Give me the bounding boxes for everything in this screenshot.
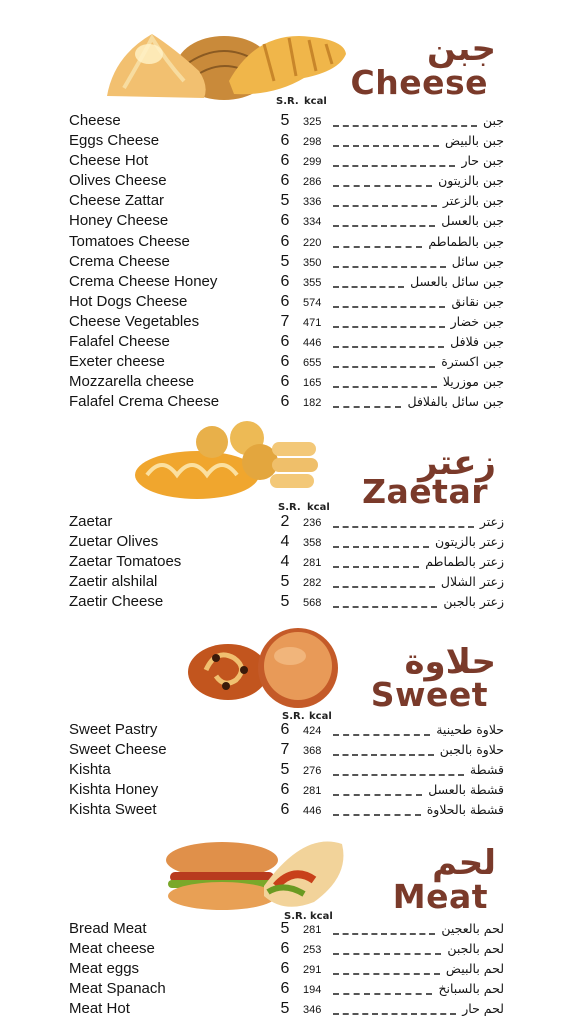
menu-item-row bbox=[44, 273, 532, 293]
dotted-leader bbox=[333, 734, 430, 736]
item-price: 5 bbox=[280, 1000, 290, 1018]
item-price: 6 bbox=[280, 212, 290, 230]
item-price: 5 bbox=[280, 252, 290, 270]
item-name-english: Zaetir alshilal bbox=[69, 573, 158, 591]
item-price: 6 bbox=[280, 232, 290, 250]
dotted-leader bbox=[333, 933, 435, 935]
menu-item-row bbox=[44, 172, 532, 192]
item-price: 6 bbox=[280, 393, 290, 411]
dotted-leader bbox=[333, 566, 419, 568]
item-price: 6 bbox=[280, 721, 290, 738]
sweet-pastries-illustration bbox=[186, 628, 351, 710]
menu-item-row bbox=[44, 960, 532, 980]
item-price: 6 bbox=[280, 960, 290, 978]
menu-item-row bbox=[44, 980, 532, 1000]
dotted-leader bbox=[333, 953, 441, 955]
item-price: 5 bbox=[280, 112, 290, 129]
item-calories: 253 bbox=[303, 944, 322, 957]
section-title-english: Cheese bbox=[350, 63, 488, 102]
item-name-arabic: جبن سائل بالعسل bbox=[410, 273, 504, 289]
item-calories: 220 bbox=[303, 236, 322, 249]
menu-item-row bbox=[44, 761, 532, 781]
item-name-english: Tomatoes Cheese bbox=[69, 232, 190, 250]
item-calories: 182 bbox=[303, 397, 322, 410]
menu-item-row bbox=[44, 573, 532, 593]
menu-page bbox=[44, 0, 532, 1024]
item-name-arabic: جبن سائل بالفلافل bbox=[407, 394, 504, 410]
dotted-leader bbox=[333, 973, 440, 975]
item-price: 5 bbox=[280, 192, 290, 210]
item-calories: 281 bbox=[303, 924, 322, 936]
item-price: 4 bbox=[280, 533, 290, 551]
item-price: 5 bbox=[280, 593, 290, 611]
menu-item-row bbox=[44, 293, 532, 313]
item-price: 5 bbox=[280, 920, 290, 937]
zaetar-pastries-illustration bbox=[132, 420, 320, 502]
section-title-arabic: حلاوة bbox=[404, 642, 496, 682]
item-price: 6 bbox=[280, 353, 290, 371]
item-calories: 350 bbox=[303, 256, 322, 269]
zaetar-item-list bbox=[44, 513, 532, 613]
kcal-column-header: kcal bbox=[304, 96, 327, 107]
item-calories: 276 bbox=[303, 765, 322, 778]
item-name-english: Zaetar Tomatoes bbox=[69, 553, 182, 571]
item-calories: 574 bbox=[303, 296, 322, 309]
item-price: 6 bbox=[280, 132, 290, 150]
item-name-english: Cheese Vegetables bbox=[69, 312, 200, 330]
item-name-arabic: لحم حار bbox=[462, 1001, 504, 1017]
dotted-leader bbox=[333, 586, 435, 588]
item-name-english: Exeter cheese bbox=[69, 353, 165, 371]
item-calories: 368 bbox=[303, 745, 322, 758]
item-calories: 282 bbox=[303, 577, 322, 590]
item-calories: 291 bbox=[303, 964, 322, 977]
item-price: 6 bbox=[280, 781, 290, 799]
item-name-english: Olives Cheese bbox=[69, 172, 167, 190]
menu-item-row bbox=[44, 940, 532, 960]
price-column-header: S.R. bbox=[284, 911, 307, 922]
item-name-arabic: قشطة بالحلاوة bbox=[426, 802, 504, 818]
menu-item-row bbox=[44, 1000, 532, 1020]
item-price: 4 bbox=[280, 553, 290, 571]
item-calories: 281 bbox=[303, 557, 322, 570]
item-calories: 194 bbox=[303, 984, 322, 997]
dotted-leader bbox=[333, 246, 422, 248]
dotted-leader bbox=[333, 266, 446, 268]
menu-item-row bbox=[44, 741, 532, 761]
item-name-english: Kishta Honey bbox=[69, 781, 159, 799]
section-title-arabic: لحم bbox=[432, 843, 496, 883]
item-name-english: Falafel Crema Cheese bbox=[69, 393, 220, 411]
item-name-arabic: جبن بالزعتر bbox=[442, 193, 504, 209]
item-name-arabic: جبن نقانق bbox=[451, 293, 504, 309]
item-price: 6 bbox=[280, 801, 290, 819]
item-name-arabic: جبن بالزيتون bbox=[438, 173, 504, 189]
menu-item-row bbox=[44, 393, 532, 413]
menu-item-row bbox=[44, 533, 532, 553]
item-price: 6 bbox=[280, 373, 290, 391]
dotted-leader bbox=[333, 346, 444, 348]
item-name-english: Bread Meat bbox=[69, 920, 147, 937]
item-calories: 655 bbox=[303, 357, 322, 370]
dotted-leader bbox=[333, 165, 455, 167]
menu-item-row bbox=[44, 212, 532, 232]
item-calories: 424 bbox=[303, 725, 322, 737]
item-name-english: Sweet Pastry bbox=[69, 721, 158, 738]
item-name-arabic: لحم بالسبانخ bbox=[438, 981, 504, 997]
menu-item-row bbox=[44, 333, 532, 353]
price-column-header: S.R. bbox=[282, 711, 305, 722]
item-calories: 346 bbox=[303, 1004, 322, 1017]
menu-item-row bbox=[44, 920, 532, 940]
item-name-english: Kishta bbox=[69, 761, 111, 779]
item-calories: 446 bbox=[303, 805, 322, 818]
item-name-arabic: جبن بالعسل bbox=[441, 213, 504, 229]
item-name-arabic: جبن حار bbox=[461, 153, 504, 169]
item-name-arabic: جبن bbox=[482, 113, 504, 128]
item-calories: 336 bbox=[303, 196, 322, 209]
item-name-arabic: حلاوة بالجبن bbox=[439, 742, 504, 758]
item-calories: 568 bbox=[303, 597, 322, 610]
item-name-arabic: زعتر بالجبن bbox=[443, 594, 504, 610]
dotted-leader bbox=[333, 286, 404, 288]
item-calories: 298 bbox=[303, 136, 322, 149]
dotted-leader bbox=[333, 366, 435, 368]
dotted-leader bbox=[333, 754, 434, 756]
item-name-arabic: جبن سائل bbox=[451, 253, 504, 269]
cheese-pastries-illustration bbox=[104, 26, 349, 106]
item-price: 5 bbox=[280, 761, 290, 779]
dotted-leader bbox=[333, 794, 422, 796]
dotted-leader bbox=[333, 145, 439, 147]
menu-item-row bbox=[44, 152, 532, 172]
dotted-leader bbox=[333, 306, 445, 308]
item-name-english: Hot Dogs Cheese bbox=[69, 292, 188, 310]
item-price: 6 bbox=[280, 940, 290, 958]
item-name-arabic: زعتر بالزيتون bbox=[434, 534, 504, 550]
section-title-english: Zaetar bbox=[362, 472, 488, 511]
item-calories: 325 bbox=[303, 116, 322, 128]
meat-item-list bbox=[44, 920, 532, 1020]
menu-item-row bbox=[44, 553, 532, 573]
item-name-arabic: زعتر bbox=[479, 514, 504, 529]
item-price: 2 bbox=[280, 513, 290, 530]
section-title-english: Sweet bbox=[370, 675, 488, 714]
menu-item-row bbox=[44, 593, 532, 613]
item-name-arabic: جبن موزريلا bbox=[442, 374, 504, 390]
item-name-english: Cheese Hot bbox=[69, 152, 149, 170]
item-name-arabic: زعتر الشلال bbox=[440, 574, 504, 590]
dotted-leader bbox=[333, 814, 421, 816]
dotted-leader bbox=[333, 225, 435, 227]
price-column-header: S.R. bbox=[276, 96, 299, 107]
dotted-leader bbox=[333, 993, 432, 995]
item-name-arabic: جبن فلافل bbox=[450, 334, 504, 350]
menu-item-row bbox=[44, 192, 532, 212]
item-price: 6 bbox=[280, 152, 290, 170]
dotted-leader bbox=[333, 526, 474, 528]
item-name-english: Meat eggs bbox=[69, 960, 140, 978]
item-name-arabic: قشطة bbox=[469, 762, 504, 778]
item-name-arabic: لحم بالبيض bbox=[445, 961, 504, 977]
item-name-arabic: لحم بالعجين bbox=[441, 921, 504, 936]
dotted-leader bbox=[333, 606, 437, 608]
menu-item-row bbox=[44, 353, 532, 373]
item-name-english: Crema Cheese bbox=[69, 252, 170, 270]
item-price: 6 bbox=[280, 980, 290, 998]
dotted-leader bbox=[333, 205, 437, 207]
menu-item-row bbox=[44, 781, 532, 801]
meat-sandwiches-illustration bbox=[164, 836, 350, 914]
item-calories: 236 bbox=[303, 517, 322, 529]
item-name-arabic: جبن خضار bbox=[450, 313, 504, 329]
item-price: 6 bbox=[280, 333, 290, 351]
menu-item-row bbox=[44, 721, 532, 741]
item-calories: 286 bbox=[303, 176, 322, 189]
menu-item-row bbox=[44, 513, 532, 533]
item-price: 6 bbox=[280, 292, 290, 310]
section-title-arabic: زعتر bbox=[418, 443, 496, 483]
dotted-leader bbox=[333, 386, 437, 388]
item-name-english: Meat Spanach bbox=[69, 980, 166, 998]
item-price: 7 bbox=[280, 741, 290, 759]
item-name-english: Kishta Sweet bbox=[69, 801, 157, 819]
item-name-english: Meat cheese bbox=[69, 940, 155, 958]
item-name-arabic: حلاوة طحينية bbox=[436, 722, 504, 737]
dotted-leader bbox=[333, 1013, 456, 1015]
item-price: 7 bbox=[280, 312, 290, 330]
item-name-english: Eggs Cheese bbox=[69, 132, 160, 150]
item-name-english: Meat Hot bbox=[69, 1000, 130, 1018]
item-calories: 355 bbox=[303, 276, 322, 289]
dotted-leader bbox=[333, 406, 401, 408]
menu-item-row bbox=[44, 112, 532, 132]
price-column-header: S.R. bbox=[278, 502, 301, 513]
item-name-arabic: جبن اكسترة bbox=[441, 354, 504, 370]
dotted-leader bbox=[333, 125, 477, 127]
section-title-english: Meat bbox=[392, 877, 488, 916]
item-name-english: Zuetar Olives bbox=[69, 533, 159, 551]
item-name-english: Zaetir Cheese bbox=[69, 593, 164, 611]
item-calories: 165 bbox=[303, 377, 322, 390]
item-calories: 471 bbox=[303, 316, 322, 329]
menu-item-row bbox=[44, 313, 532, 333]
item-name-english: Falafel Cheese bbox=[69, 333, 170, 351]
dotted-leader bbox=[333, 326, 445, 328]
item-calories: 299 bbox=[303, 156, 322, 169]
item-name-arabic: زعتر بالطماطم bbox=[425, 554, 504, 570]
item-calories: 334 bbox=[303, 216, 322, 229]
item-name-arabic: جبن بالبيض bbox=[445, 133, 504, 149]
item-name-arabic: قشطة بالعسل bbox=[428, 782, 504, 798]
sweet-item-list bbox=[44, 721, 532, 821]
menu-item-row bbox=[44, 132, 532, 152]
item-calories: 358 bbox=[303, 537, 322, 550]
menu-item-row bbox=[44, 253, 532, 273]
item-price: 5 bbox=[280, 573, 290, 591]
item-name-english: Cheese bbox=[69, 112, 121, 129]
kcal-column-header: kcal bbox=[307, 502, 330, 513]
item-name-english: Sweet Cheese bbox=[69, 741, 167, 759]
dotted-leader bbox=[333, 185, 432, 187]
dotted-leader bbox=[333, 774, 464, 776]
item-name-english: Honey Cheese bbox=[69, 212, 169, 230]
item-name-english: Crema Cheese Honey bbox=[69, 272, 218, 290]
menu-item-row bbox=[44, 373, 532, 393]
item-calories: 281 bbox=[303, 785, 322, 798]
menu-item-row bbox=[44, 801, 532, 821]
item-price: 6 bbox=[280, 272, 290, 290]
item-price: 6 bbox=[280, 172, 290, 190]
item-name-arabic: جبن بالطماطم bbox=[428, 233, 504, 249]
item-name-english: Zaetar bbox=[69, 513, 113, 530]
cheese-item-list bbox=[44, 112, 532, 413]
item-name-arabic: لحم بالجبن bbox=[447, 941, 504, 957]
kcal-column-header: kcal bbox=[310, 911, 333, 922]
menu-item-row bbox=[44, 233, 532, 253]
item-name-english: Mozzarella cheese bbox=[69, 373, 195, 391]
section-title-arabic: جبن bbox=[427, 29, 496, 69]
item-name-english: Cheese Zattar bbox=[69, 192, 165, 210]
dotted-leader bbox=[333, 546, 429, 548]
item-calories: 446 bbox=[303, 337, 322, 350]
kcal-column-header: kcal bbox=[309, 711, 332, 722]
